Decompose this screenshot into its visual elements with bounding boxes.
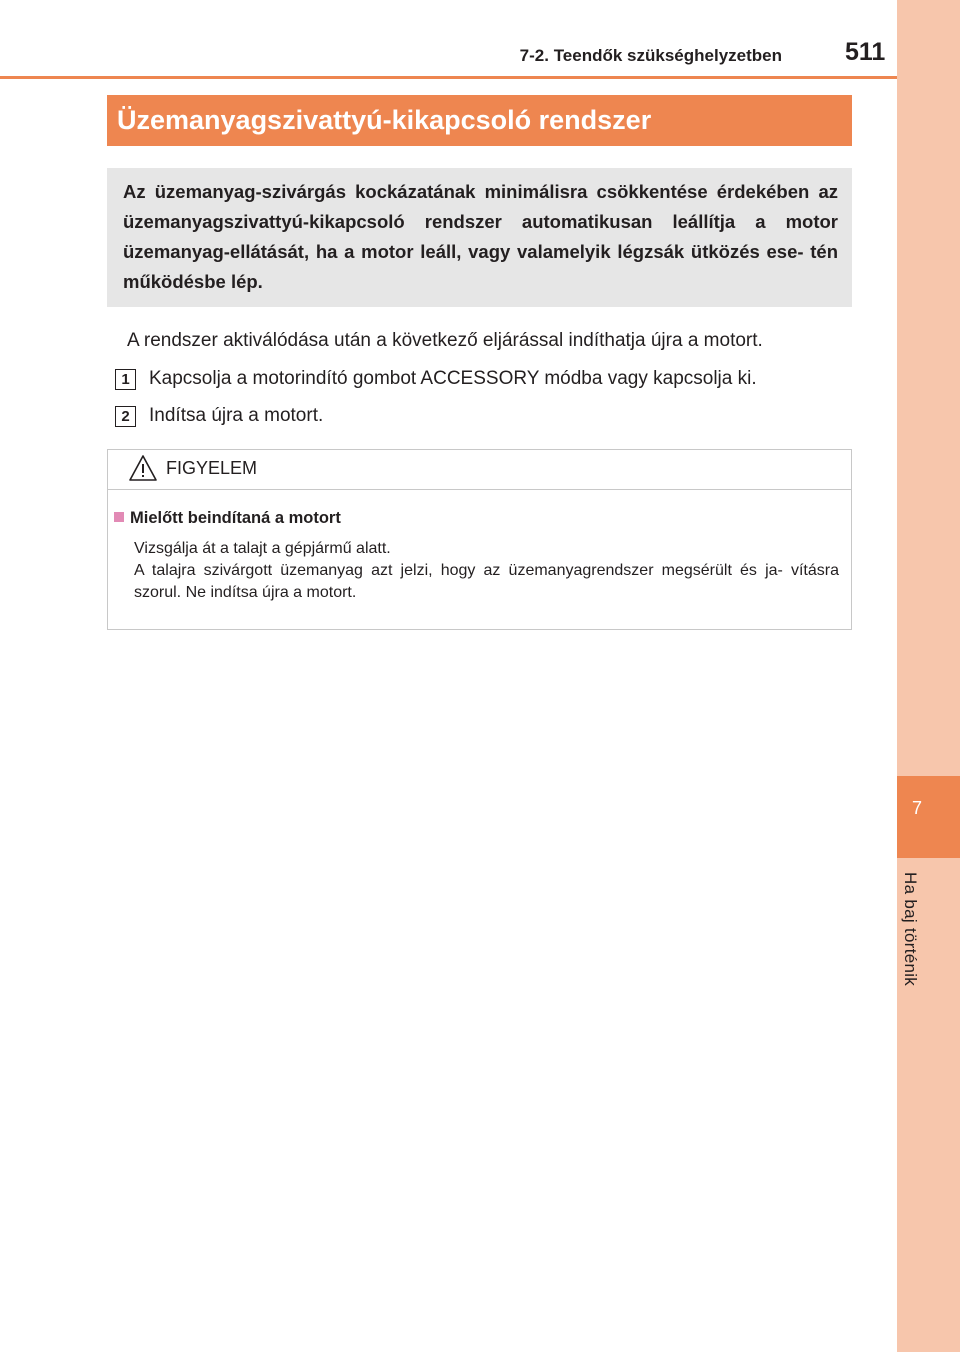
warning-label: FIGYELEM (166, 458, 258, 478)
step-number: 2 (115, 406, 136, 427)
step-text: Kapcsolja a motorindító gombot ACCESSORY módba vagy kapcsolja ki. (149, 368, 757, 389)
warning-box (107, 449, 852, 630)
square-marker-icon (114, 512, 124, 522)
warning-header (108, 450, 851, 490)
header-rule (0, 76, 897, 79)
warning-line: A talajra szivárgott üzemanyag azt jelzi, hogy az üzemanyagrendszer megsérült és ja- vításra szorul. Ne indítsa újra a motort. (134, 562, 839, 601)
page-number: 511 (845, 38, 886, 66)
warning-subheading-text: Mielőtt beindítaná a motort (130, 509, 341, 527)
step-2 (115, 405, 323, 427)
step-number: 1 (115, 369, 136, 390)
intro-box: Az üzemanyag-szivárgás kockázatának minimálisra csökkentése érdekében az üzemanyagszivattyú-kikapcsoló rendszer automatikusan leállítja a motor üzemanyag-ellátását, ha a motor leáll, vagy valamelyik légzsák ütközés ese- tén működésbe lép. (107, 168, 852, 307)
warning-line: Vizsgálja át a talajt a gépjármű alatt. (134, 540, 391, 557)
step-text: Indítsa újra a motort. (149, 405, 324, 426)
step-1 (115, 368, 757, 390)
section-title: Üzemanyagszivattyú-kikapcsoló rendszer (107, 95, 852, 146)
warning-triangle-icon (128, 454, 158, 487)
chapter-number: 7 (911, 798, 922, 818)
warning-body (134, 538, 839, 604)
body-paragraph: A rendszer aktiválódása után a következő eljárással indíthatja újra a motort. (127, 330, 763, 351)
side-strip (897, 0, 960, 1352)
warning-subheading (114, 509, 341, 528)
chapter-title: Ha baj történik (901, 872, 920, 987)
running-header: 7-2. Teendők szükséghelyzetben (519, 46, 782, 65)
